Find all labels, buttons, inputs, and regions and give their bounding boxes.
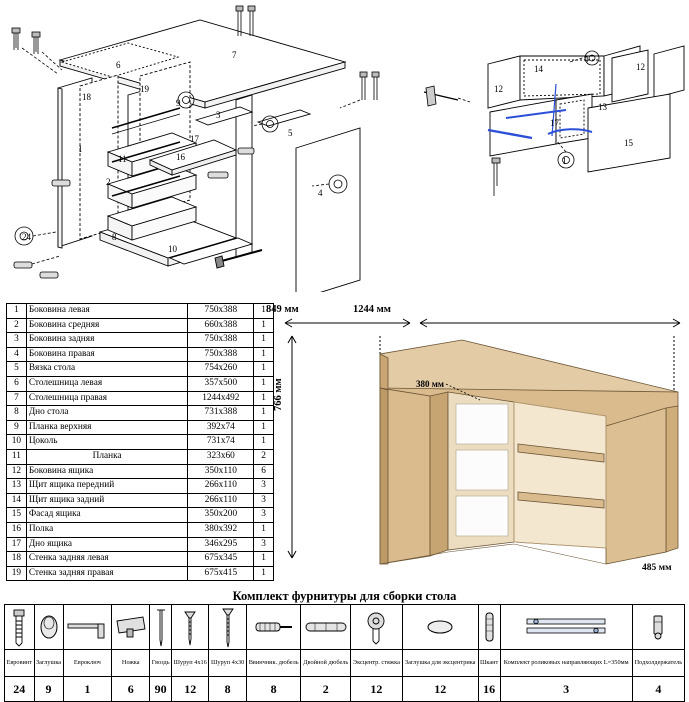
furniture-render-area <box>266 296 689 586</box>
part-qty: 1 <box>254 333 274 348</box>
table-row <box>7 420 274 435</box>
svg-text:4: 4 <box>584 54 589 64</box>
part-qty: 1 <box>254 391 274 406</box>
table-row <box>7 391 274 406</box>
part-size: 660x388 <box>188 318 254 333</box>
kit-item-name: Ножка <box>112 650 150 677</box>
svg-text:14: 14 <box>534 64 543 74</box>
svg-text:10: 10 <box>168 244 177 254</box>
part-name: Полка <box>26 522 188 537</box>
part-name: Боковина задняя <box>26 333 188 348</box>
table-row <box>7 449 274 464</box>
part-qty: 1 <box>254 552 274 567</box>
part-qty: 1 <box>254 304 274 319</box>
part-qty: 1 <box>254 347 274 362</box>
part-qty: 3 <box>254 493 274 508</box>
svg-text:8: 8 <box>112 232 117 242</box>
part-size: 357x500 <box>188 376 254 391</box>
kit-item-count: 9 <box>34 677 63 702</box>
kit-item-count: 1 <box>63 677 112 702</box>
kit-item-count: 4 <box>632 677 684 702</box>
svg-text:7: 7 <box>232 50 237 60</box>
table-row <box>7 376 274 391</box>
svg-text:1: 1 <box>562 156 567 166</box>
svg-text:19: 19 <box>140 84 149 94</box>
svg-text:15: 15 <box>624 138 633 148</box>
svg-text:2: 2 <box>106 177 111 187</box>
part-number: 10 <box>7 435 27 450</box>
part-name: Боковина ящика <box>26 464 188 479</box>
shkant-icon <box>478 605 500 650</box>
kit-item-count: 3 <box>500 677 632 702</box>
table-row <box>7 435 274 450</box>
table-row <box>7 552 274 567</box>
part-name: Щит ящика задний <box>26 493 188 508</box>
exploded-diagram-svg <box>0 0 689 292</box>
part-name: Боковина левая <box>26 304 188 319</box>
kit-item-name: Эксцентр. стяжка <box>351 650 403 677</box>
part-name: Планка верхняя <box>26 420 188 435</box>
table-row <box>7 522 274 537</box>
part-size: 750x388 <box>188 347 254 362</box>
svg-text:6: 6 <box>116 60 121 70</box>
table-row <box>7 537 274 552</box>
table-row <box>7 493 274 508</box>
part-size: 675x415 <box>188 566 254 581</box>
part-size: 731x74 <box>188 435 254 450</box>
part-size: 266x110 <box>188 493 254 508</box>
svg-text:9: 9 <box>176 98 181 108</box>
part-qty: 1 <box>254 420 274 435</box>
table-row <box>7 479 274 494</box>
kit-item-name: Гвоздь <box>150 650 172 677</box>
part-name: Боковина правая <box>26 347 188 362</box>
dimension-width-label: 1244 мм <box>353 304 391 315</box>
screw30-icon <box>209 605 246 650</box>
part-size: 346x295 <box>188 537 254 552</box>
part-name: Столешница правая <box>26 391 188 406</box>
svg-text:5: 5 <box>288 128 293 138</box>
kit-item-name: Комплект роликовых направляющих L=350мм <box>500 650 632 677</box>
part-qty: 1 <box>254 435 274 450</box>
part-qty: 3 <box>254 537 274 552</box>
part-name: Щит ящика передний <box>26 479 188 494</box>
dimension-shelf-label: 380 мм <box>416 379 445 389</box>
dimension-depth-label: 849 мм <box>266 304 299 315</box>
kit-item-name: Евровинт <box>5 650 35 677</box>
svg-text:24: 24 <box>22 232 31 242</box>
part-size: 392x74 <box>188 420 254 435</box>
svg-text:12: 12 <box>494 84 503 94</box>
part-qty: 1 <box>254 362 274 377</box>
svg-text:16: 16 <box>176 152 185 162</box>
part-number: 11 <box>7 449 27 464</box>
kit-item-count: 12 <box>351 677 403 702</box>
table-row <box>7 333 274 348</box>
part-qty: 1 <box>254 376 274 391</box>
part-size: 380x392 <box>188 522 254 537</box>
part-qty: 3 <box>254 479 274 494</box>
nail-icon <box>150 605 172 650</box>
table-row <box>7 318 274 333</box>
kit-item-count: 12 <box>171 677 208 702</box>
kit-item-count: 16 <box>478 677 500 702</box>
part-size: 750x388 <box>188 304 254 319</box>
part-qty: 2 <box>254 449 274 464</box>
part-name: Фасад ящика <box>26 508 188 523</box>
screw16-icon <box>171 605 208 650</box>
part-number: 15 <box>7 508 27 523</box>
table-row <box>7 464 274 479</box>
kit-item-name: Заглушка для эксцентрика <box>402 650 478 677</box>
part-qty: 1 <box>254 318 274 333</box>
table-row <box>7 406 274 421</box>
part-name: Цоколь <box>26 435 188 450</box>
double-dowel-icon <box>301 605 351 650</box>
euro-screw-icon <box>5 605 35 650</box>
svg-text:17: 17 <box>190 134 199 144</box>
kit-item-name: Ввинчник. дюбель <box>246 650 301 677</box>
kit-item-count: 2 <box>301 677 351 702</box>
svg-text:13: 13 <box>598 102 607 112</box>
part-number: 1 <box>7 304 27 319</box>
parts-list-table <box>6 303 274 581</box>
kit-item-name: Подхолдержатель <box>632 650 684 677</box>
part-size: 750x388 <box>188 333 254 348</box>
kit-icons-row <box>5 605 685 650</box>
table-row <box>7 347 274 362</box>
part-name: Столешница левая <box>26 376 188 391</box>
part-qty: 1 <box>254 522 274 537</box>
kit-item-count: 6 <box>112 677 150 702</box>
kit-item-name: Шуруп 4х30 <box>209 650 246 677</box>
part-size: 350x110 <box>188 464 254 479</box>
exploded-diagram-area <box>0 0 689 292</box>
part-size: 675x345 <box>188 552 254 567</box>
part-size: 350x200 <box>188 508 254 523</box>
kit-item-count: 8 <box>209 677 246 702</box>
dimension-height-label: 766 мм <box>273 378 284 411</box>
dowel-screw-icon <box>246 605 301 650</box>
kit-item-name: Евроключ <box>63 650 112 677</box>
part-number: 14 <box>7 493 27 508</box>
dimension-bottom-label: 485 мм <box>642 563 672 573</box>
cam-lock-icon <box>351 605 403 650</box>
shelf-support-icon <box>632 605 684 650</box>
part-name: Дно стола <box>26 406 188 421</box>
kit-item-name: Двойной дюбель <box>301 650 351 677</box>
kit-item-count: 12 <box>402 677 478 702</box>
svg-text:12: 12 <box>636 62 645 72</box>
desk-render-svg <box>270 296 689 586</box>
part-name: Боковина средняя <box>26 318 188 333</box>
part-name: Планка <box>26 449 188 464</box>
svg-text:18: 18 <box>82 92 91 102</box>
leg-icon <box>112 605 150 650</box>
part-number: 2 <box>7 318 27 333</box>
part-size: 266x110 <box>188 479 254 494</box>
table-row <box>7 508 274 523</box>
part-number: 19 <box>7 566 27 581</box>
part-size: 1244x492 <box>188 391 254 406</box>
svg-text:4: 4 <box>318 188 323 198</box>
part-number: 16 <box>7 522 27 537</box>
part-number: 9 <box>7 420 27 435</box>
part-qty: 1 <box>254 406 274 421</box>
kit-item-name: Шкант <box>478 650 500 677</box>
hardware-kit-title: Комплект фурнитуры для сборки стола <box>232 589 457 603</box>
part-number: 17 <box>7 537 27 552</box>
part-qty: 6 <box>254 464 274 479</box>
slide-rail-icon <box>500 605 632 650</box>
part-name: Дно ящика <box>26 537 188 552</box>
part-number: 4 <box>7 347 27 362</box>
part-size: 731x388 <box>188 406 254 421</box>
part-number: 13 <box>7 479 27 494</box>
svg-text:11: 11 <box>118 154 127 164</box>
table-row <box>7 304 274 319</box>
cap-icon <box>34 605 63 650</box>
table-row <box>7 566 274 581</box>
hardware-kit-table <box>4 604 685 702</box>
part-size: 323x60 <box>188 449 254 464</box>
part-number: 8 <box>7 406 27 421</box>
svg-text:17: 17 <box>550 118 559 128</box>
part-number: 18 <box>7 552 27 567</box>
part-name: Стенка задняя правая <box>26 566 188 581</box>
euro-key-icon <box>63 605 112 650</box>
part-number: 3 <box>7 333 27 348</box>
part-size: 754x260 <box>188 362 254 377</box>
kit-names-row <box>5 650 685 677</box>
kit-item-count: 8 <box>246 677 301 702</box>
kit-item-count: 24 <box>5 677 35 702</box>
kit-counts-row <box>5 677 685 702</box>
table-row <box>7 362 274 377</box>
kit-item-count: 90 <box>150 677 172 702</box>
part-qty: 1 <box>254 566 274 581</box>
kit-item-name: Заглушка <box>34 650 63 677</box>
cam-cap-icon <box>402 605 478 650</box>
part-qty: 3 <box>254 508 274 523</box>
part-number: 5 <box>7 362 27 377</box>
part-name: Вязка стола <box>26 362 188 377</box>
kit-item-name: Шуруп 4х16 <box>171 650 208 677</box>
part-number: 12 <box>7 464 27 479</box>
part-number: 6 <box>7 376 27 391</box>
svg-text:3: 3 <box>216 110 221 120</box>
part-number: 7 <box>7 391 27 406</box>
part-name: Стенка задняя левая <box>26 552 188 567</box>
svg-text:1: 1 <box>78 144 83 154</box>
